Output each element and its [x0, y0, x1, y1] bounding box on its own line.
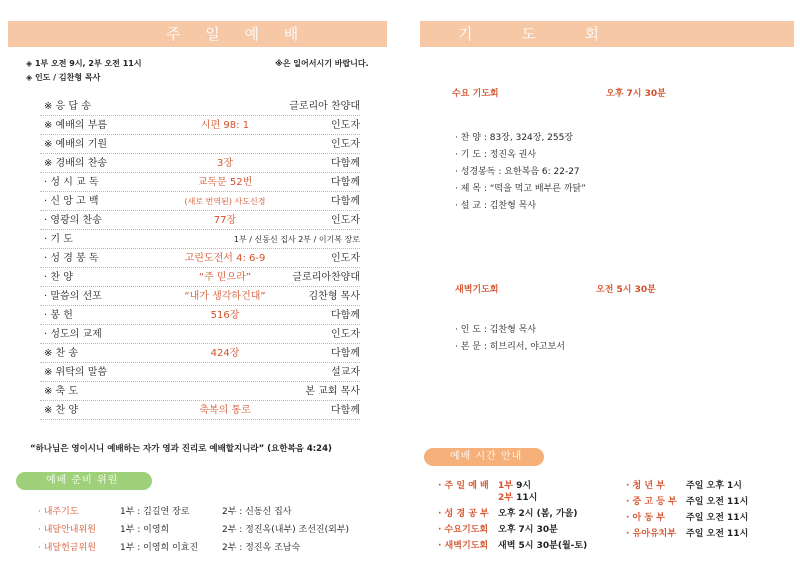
- order-item-label: · 기 도: [44, 234, 73, 245]
- schedule-label: · 수요기도회: [438, 525, 489, 535]
- committee-label: · 내달헌금위원: [38, 543, 96, 553]
- order-item-person: 다함께: [331, 405, 360, 416]
- schedule-item: [438, 478, 489, 491]
- committee-part1: 1부 : 김길연 장로: [120, 507, 190, 517]
- standing-note: ※은 일어서시기 바랍니다.: [275, 59, 369, 68]
- order-item-person: 본 교회 목사: [305, 386, 360, 397]
- order-item: [40, 384, 360, 400]
- order-item-person: 다함께: [331, 310, 360, 321]
- schedule-value: 주일 오전 11시: [686, 513, 749, 523]
- committee-part2: 2부 : 정진옥 조남숙: [222, 543, 301, 553]
- order-item-person: 설교자: [331, 367, 360, 378]
- order-item-detail: “내가 생각하건대”: [184, 291, 266, 302]
- schedule-value: 새벽 5시 30분(월-토): [498, 541, 588, 551]
- wednesday-title: 수요 기도회: [452, 89, 499, 99]
- service-leader: ◈ 인도 / 김찬형 목사: [26, 73, 101, 82]
- wednesday-line: · 성경봉독 : 요한복음 6: 22-27: [455, 167, 580, 177]
- order-item-label: · 영광의 찬송: [44, 215, 102, 226]
- order-item: [40, 346, 360, 362]
- order-item: [40, 403, 360, 419]
- order-item-person: 글로리아 찬양대: [289, 101, 360, 112]
- divider-line: [40, 419, 360, 420]
- schedule-item: [438, 538, 488, 551]
- dawn-title: 새벽기도회: [455, 285, 499, 295]
- order-item-person: 다함께: [331, 196, 360, 207]
- order-item-person: 인도자: [331, 253, 360, 264]
- order-item-label: · 성도의 교제: [44, 329, 102, 340]
- committee-label: · 내주기도: [38, 507, 79, 517]
- order-item: [40, 213, 360, 229]
- committee-title: 예배 준비 위원: [46, 475, 119, 486]
- sunday-worship-header: [8, 21, 387, 47]
- divider-line: [40, 115, 360, 116]
- divider-line: [40, 381, 360, 382]
- order-item-person: 인도자: [331, 215, 360, 226]
- order-item-label: ※ 예배의 기원: [44, 139, 108, 150]
- order-item-label: ※ 위탁의 말씀: [44, 367, 108, 378]
- schedule-label: · 주 일 예 배: [438, 481, 489, 491]
- order-item-person: 인도자: [331, 120, 360, 131]
- order-item-label: ※ 응 답 송: [44, 101, 91, 112]
- order-item-person: 다함께: [331, 348, 360, 359]
- prayer-meeting-header: [420, 21, 794, 47]
- committee-part1: 1부 : 이영희 이효진: [120, 543, 199, 553]
- committee-row: [38, 522, 96, 535]
- order-item-detail: “주 믿으라”: [198, 272, 252, 283]
- order-item-label: ※ 찬 양: [44, 405, 79, 416]
- order-item-label: ※ 찬 송: [44, 348, 79, 359]
- sunday-worship-title: 주 일 예 배: [166, 25, 309, 43]
- schedule-item: [626, 494, 677, 507]
- divider-line: [40, 229, 360, 230]
- order-item-detail: 교독문 52번: [197, 177, 253, 188]
- schedule-item: [438, 522, 488, 535]
- order-item-label: · 찬 양: [44, 272, 73, 283]
- committee-row: [38, 504, 79, 517]
- order-item: [40, 99, 360, 115]
- order-item: [40, 194, 360, 210]
- committee-part2: 2부 : 신동신 집사: [222, 507, 292, 517]
- order-item-detail: 77장: [213, 215, 237, 226]
- schedule-value: 주일 오전 11시: [686, 497, 749, 507]
- order-item-label: · 말씀의 선포: [44, 291, 102, 302]
- order-item-person: 인도자: [331, 329, 360, 340]
- schedule-value: 오후 7시 30분: [498, 525, 558, 535]
- order-item-detail: 축복의 통로: [199, 405, 251, 416]
- order-item-label: · 성 시 교 독: [44, 177, 99, 188]
- committee-row: [38, 540, 96, 553]
- order-item-label: ※ 축 도: [44, 386, 79, 397]
- order-item: [40, 251, 360, 267]
- order-item-person: 다함께: [331, 177, 360, 188]
- schedule-title-badge: [424, 448, 544, 466]
- order-item: [40, 308, 360, 324]
- order-item-detail: 3장: [216, 158, 234, 169]
- divider-line: [40, 343, 360, 344]
- schedule-label: · 아 동 부: [626, 513, 665, 523]
- order-item-detail: 516장: [210, 310, 240, 321]
- dawn-line: · 본 문 : 히브리서, 야고보서: [455, 342, 565, 352]
- schedule-label: · 새벽기도회: [438, 541, 489, 551]
- divider-line: [40, 172, 360, 173]
- order-item: [40, 118, 360, 134]
- divider-line: [40, 153, 360, 154]
- dawn-time: 오전 5시 30분: [596, 285, 656, 295]
- schedule-value: 2부 11시: [498, 493, 538, 503]
- schedule-value: 1부 9시: [498, 481, 532, 491]
- committee-title-badge: [16, 472, 152, 490]
- schedule-item: [626, 526, 676, 539]
- divider-line: [40, 400, 360, 401]
- schedule-label: · 성 경 공 부: [438, 509, 489, 519]
- order-item: [40, 156, 360, 172]
- order-item: [40, 327, 360, 343]
- wednesday-line: · 설 교 : 김찬형 목사: [455, 201, 537, 211]
- order-item-detail: (새로 번역된) 사도신경: [184, 197, 266, 206]
- order-item: [40, 270, 360, 286]
- order-item: [40, 232, 360, 248]
- order-item-label: · 봉 헌: [44, 310, 73, 321]
- order-item-label: · 성 경 봉 독: [44, 253, 99, 264]
- order-item-person: 인도자: [331, 139, 360, 150]
- schedule-label: · 중 고 등 부: [626, 497, 677, 507]
- order-item-label: ※ 예배의 부름: [44, 120, 108, 131]
- scripture-quote: “하나님은 영이시니 예배하는 자가 영과 진리로 예배할지니라” (요한복음 4:24): [30, 444, 332, 454]
- wednesday-line: · 제 목 : “떡을 먹고 배부른 까닭”: [455, 184, 586, 194]
- committee-part1: 1부 : 이영희: [120, 525, 170, 535]
- wednesday-line: · 기 도 : 정진옥 권사: [455, 150, 537, 160]
- committee-label: · 내달안내위원: [38, 525, 96, 535]
- order-item-person: 1부 / 신동신 집사 2부 / 이기복 장로: [233, 235, 360, 244]
- schedule-label: · 청 년 부: [626, 481, 665, 491]
- service-times: ◈ 1부 오전 9시, 2부 오전 11시: [26, 59, 142, 68]
- dawn-line: · 인 도 : 김찬형 목사: [455, 325, 537, 335]
- divider-line: [40, 286, 360, 287]
- order-item-label: · 신 앙 고 백: [44, 196, 99, 207]
- wednesday-time: 오후 7시 30분: [606, 89, 666, 99]
- order-item-person: 글로리아찬양대: [292, 272, 360, 283]
- divider-line: [40, 134, 360, 135]
- order-item: [40, 365, 360, 381]
- order-item-detail: 시편 98: 1: [200, 120, 250, 131]
- schedule-label: · 유아유치부: [626, 529, 677, 539]
- schedule-value: 주일 오후 1시: [686, 481, 742, 491]
- schedule-value: 오후 2시 (봄, 가을): [498, 509, 578, 519]
- committee-part2: 2부 : 정진옥(내부) 조선진(외부): [222, 525, 350, 535]
- prayer-meeting-title: 기 도 회: [458, 25, 622, 43]
- order-item-detail: 고린도전서 4: 6-9: [184, 253, 266, 264]
- order-item-label: ※ 경배의 찬송: [44, 158, 108, 169]
- divider-line: [40, 362, 360, 363]
- wednesday-line: · 찬 양 : 83장, 324장, 255장: [455, 133, 574, 143]
- order-item-detail: 424장: [210, 348, 240, 359]
- order-item: [40, 289, 360, 305]
- divider-line: [40, 248, 360, 249]
- order-item: [40, 137, 360, 153]
- schedule-value: 주일 오전 11시: [686, 529, 749, 539]
- schedule-item: [626, 478, 665, 491]
- divider-line: [40, 191, 360, 192]
- schedule-title: 예배 시간 안내: [450, 451, 523, 462]
- order-item: [40, 175, 360, 191]
- divider-line: [40, 305, 360, 306]
- divider-line: [40, 210, 360, 211]
- divider-line: [40, 267, 360, 268]
- order-item-person: 김찬형 목사: [308, 291, 360, 302]
- schedule-item: [438, 506, 489, 519]
- order-item-person: 다함께: [331, 158, 360, 169]
- divider-line: [40, 324, 360, 325]
- schedule-item: [626, 510, 665, 523]
